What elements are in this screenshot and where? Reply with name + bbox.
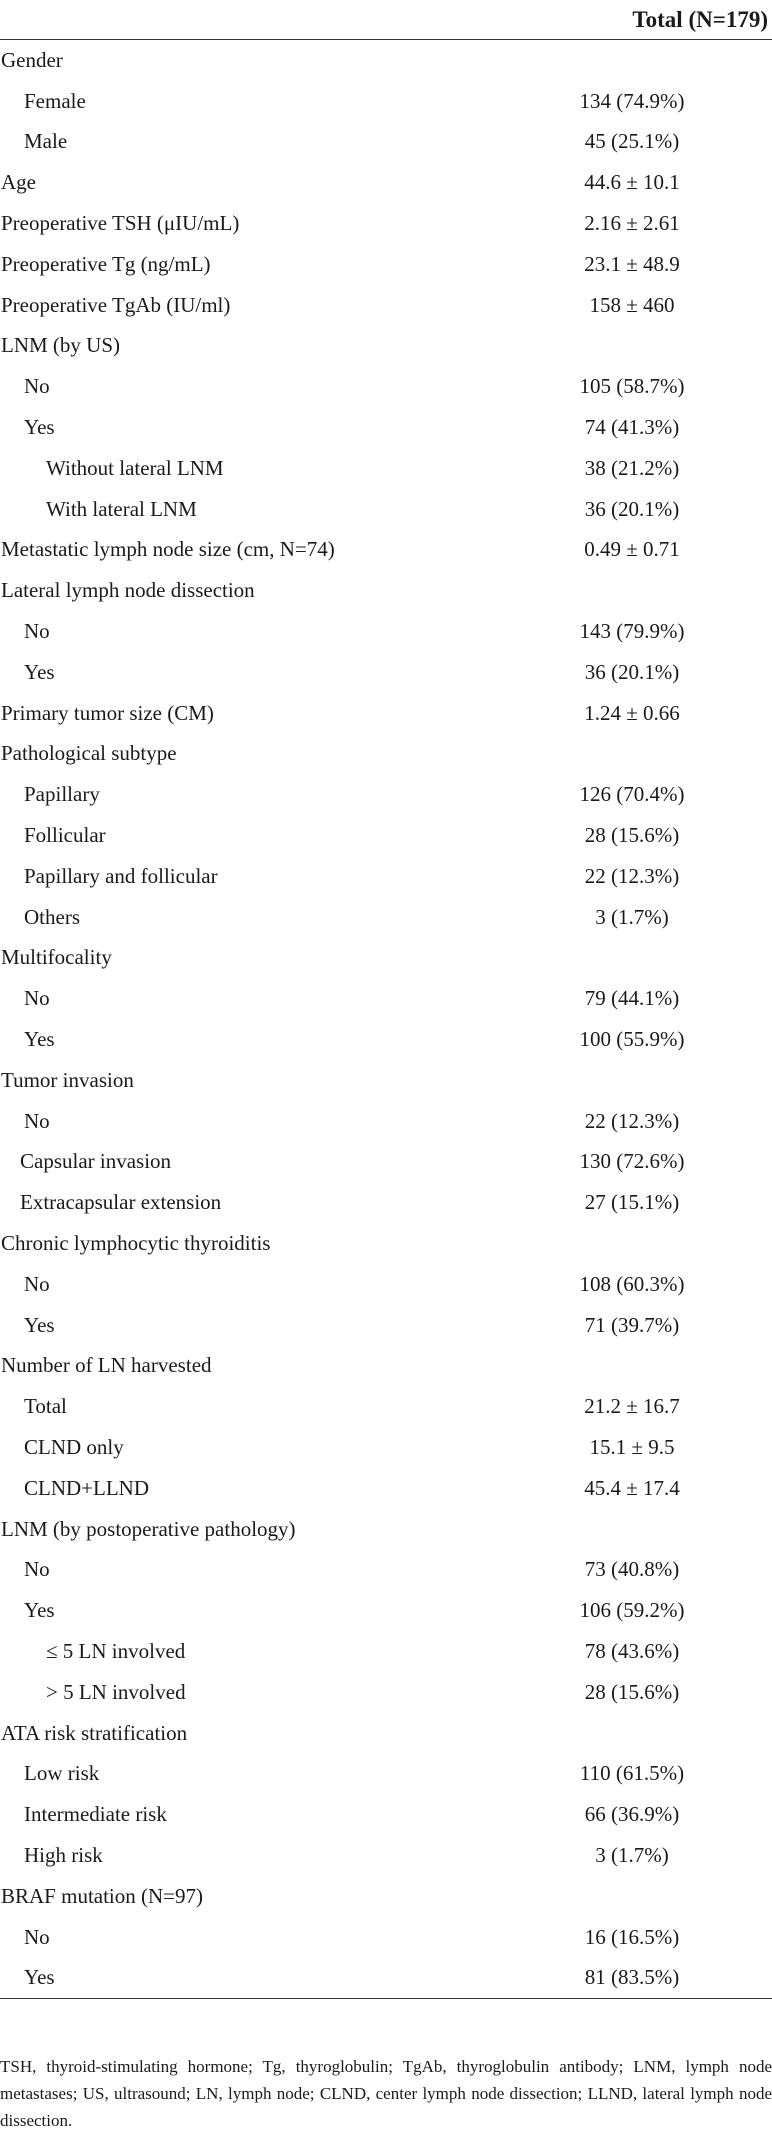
table-row	[0, 285, 772, 326]
table-row	[0, 1631, 772, 1672]
row-value: 0.49 ± 0.71	[584, 537, 680, 562]
row-value: 38 (21.2%)	[584, 455, 680, 480]
row-label: Papillary and follicular	[24, 863, 218, 888]
row-value: 36 (20.1%)	[584, 496, 680, 521]
row-value: 73 (40.8%)	[584, 1557, 680, 1582]
row-value: 3 (1.7%)	[595, 1842, 669, 1867]
row-label: Multifocality	[1, 945, 112, 970]
table-row	[0, 1427, 772, 1468]
row-value: 134 (74.9%)	[579, 88, 685, 113]
table-row	[0, 1509, 772, 1550]
row-label: Tumor invasion	[1, 1067, 134, 1092]
row-label: Metastatic lymph node size (cm, N=74)	[1, 537, 335, 562]
table-row	[0, 122, 772, 163]
row-label: Gender	[1, 47, 63, 72]
row-value: 23.1 ± 48.9	[584, 251, 680, 276]
row-value: 28 (15.6%)	[584, 823, 680, 848]
row-value: 158 ± 460	[589, 292, 675, 317]
row-value: 28 (15.6%)	[584, 1679, 680, 1704]
table-row	[0, 162, 772, 203]
row-value: 106 (59.2%)	[579, 1598, 685, 1623]
table-row	[0, 611, 772, 652]
row-label: CLND+LLND	[24, 1475, 149, 1500]
row-label: No	[24, 619, 50, 644]
row-label: Lateral lymph node dissection	[1, 578, 255, 603]
row-value: 27 (15.1%)	[584, 1190, 680, 1215]
row-label: Total	[24, 1394, 67, 1419]
row-value: 126 (70.4%)	[579, 782, 685, 807]
table-row	[0, 40, 772, 81]
table-row	[0, 244, 772, 285]
row-value: 21.2 ± 16.7	[584, 1394, 680, 1419]
table-row	[0, 1019, 772, 1060]
row-value: 105 (58.7%)	[579, 374, 685, 399]
row-label: No	[24, 1108, 50, 1133]
row-label: No	[24, 1557, 50, 1582]
table-row	[0, 978, 772, 1019]
row-label: No	[24, 986, 50, 1011]
table-row	[0, 407, 772, 448]
column-header-total: Total (N=179)	[342, 0, 772, 40]
row-label: > 5 LN involved	[46, 1679, 186, 1704]
row-value	[342, 570, 772, 611]
row-label: Papillary	[24, 782, 100, 807]
row-label: Yes	[24, 1027, 55, 1052]
row-value	[342, 326, 772, 367]
row-value	[342, 1713, 772, 1754]
row-label: CLND only	[24, 1434, 124, 1459]
table-row	[0, 366, 772, 407]
table-row	[0, 774, 772, 815]
table-row	[0, 1713, 772, 1754]
table-row	[0, 326, 772, 367]
row-label: Intermediate risk	[24, 1802, 167, 1827]
row-value: 71 (39.7%)	[584, 1312, 680, 1337]
row-label: Preoperative Tg (ng/mL)	[1, 251, 211, 276]
row-value: 22 (12.3%)	[584, 1108, 680, 1133]
row-label: Capsular invasion	[20, 1149, 172, 1174]
row-value: 3 (1.7%)	[595, 904, 669, 929]
row-label: Pathological subtype	[1, 741, 177, 766]
row-value: 1.24 ± 0.66	[584, 700, 680, 725]
row-label: Low risk	[24, 1761, 100, 1786]
table-row	[0, 1101, 772, 1142]
table-row	[0, 1060, 772, 1101]
row-value	[342, 1509, 772, 1550]
row-value	[342, 1060, 772, 1101]
table-row	[0, 81, 772, 122]
table-row	[0, 1346, 772, 1387]
table-row	[0, 938, 772, 979]
row-label: No	[24, 1271, 50, 1296]
table-row	[0, 1590, 772, 1631]
row-label: Primary tumor size (CM)	[1, 700, 214, 725]
row-label: LNM (by postoperative pathology)	[1, 1516, 296, 1541]
row-value: 2.16 ± 2.61	[584, 211, 680, 236]
table-row	[0, 1753, 772, 1794]
row-value: 108 (60.3%)	[579, 1271, 685, 1296]
row-value	[342, 1876, 772, 1917]
table-row	[0, 448, 772, 489]
row-label: Preoperative TSH (μIU/mL)	[1, 211, 240, 236]
row-label: LNM (by US)	[1, 333, 120, 358]
table-row	[0, 1672, 772, 1713]
row-label: Yes	[24, 659, 55, 684]
row-value: 79 (44.1%)	[584, 986, 680, 1011]
table-row	[0, 1182, 772, 1223]
row-value	[342, 1223, 772, 1264]
row-label: Yes	[24, 1598, 55, 1623]
column-header-label	[0, 0, 342, 40]
row-label: No	[24, 374, 50, 399]
table-row	[0, 1264, 772, 1305]
row-value: 78 (43.6%)	[584, 1638, 680, 1663]
row-label: Yes	[0, 1957, 342, 1998]
row-label: Extracapsular extension	[20, 1190, 222, 1215]
table-row	[0, 1917, 772, 1958]
row-value: 66 (36.9%)	[584, 1802, 680, 1827]
row-value: 110 (61.5%)	[579, 1761, 685, 1786]
table-row	[0, 693, 772, 734]
row-value: 74 (41.3%)	[584, 415, 680, 440]
row-label: BRAF mutation (N=97)	[1, 1883, 204, 1908]
row-label: No	[24, 1924, 50, 1949]
row-label: With lateral LNM	[46, 496, 197, 521]
table-row	[0, 530, 772, 571]
row-value	[342, 1346, 772, 1387]
row-value: 130 (72.6%)	[579, 1149, 685, 1174]
row-label: Follicular	[24, 823, 106, 848]
row-label: Age	[1, 170, 36, 195]
table-row	[0, 1549, 772, 1590]
row-label: Others	[24, 904, 80, 929]
table-row	[0, 1386, 772, 1427]
row-label: Chronic lymphocytic thyroiditis	[1, 1231, 271, 1255]
table-row	[0, 1794, 772, 1835]
row-value: 22 (12.3%)	[584, 863, 680, 888]
table-row	[0, 1835, 772, 1876]
row-value: 44.6 ± 10.1	[584, 170, 680, 195]
table-row	[0, 652, 772, 693]
table-row	[0, 1957, 772, 1998]
row-label: Number of LN harvested	[1, 1353, 212, 1378]
table-footnote: TSH, thyroid-stimulating hormone; Tg, thyroglobulin; TgAb, thyroglobulin antibody; LNM, lymph node metastases; US, ultrasound; LN, lymph node; CLND, center lymph node dissection; LLND, lateral lymph node dissection.	[0, 2057, 772, 2130]
row-value: 36 (20.1%)	[584, 659, 680, 684]
row-value	[342, 734, 772, 775]
table-row	[0, 1468, 772, 1509]
table-row	[0, 570, 772, 611]
row-value: 100 (55.9%)	[579, 1027, 685, 1052]
row-label: ATA risk stratification	[1, 1720, 188, 1745]
table-row	[0, 815, 772, 856]
row-label: Without lateral LNM	[46, 455, 224, 480]
table-row	[0, 1223, 772, 1264]
table-row	[0, 897, 772, 938]
row-value: 143 (79.9%)	[579, 619, 685, 644]
table-row	[0, 1305, 772, 1346]
table-row	[0, 856, 772, 897]
row-value: 16 (16.5%)	[584, 1924, 680, 1949]
table-row	[0, 489, 772, 530]
table-row	[0, 1876, 772, 1917]
row-label: Female	[24, 88, 86, 113]
row-label: Preoperative TgAb (IU/ml)	[1, 292, 231, 317]
table-row	[0, 203, 772, 244]
row-label: Yes	[24, 415, 55, 440]
row-label: Yes	[24, 1312, 55, 1337]
row-label: Male	[24, 129, 68, 154]
row-value: 81 (83.5%)	[342, 1957, 772, 1998]
row-value: 45 (25.1%)	[584, 129, 680, 154]
table-body	[0, 40, 772, 1999]
row-value: 45.4 ± 17.4	[584, 1475, 680, 1500]
row-value	[342, 40, 772, 81]
row-value	[342, 938, 772, 979]
row-label: ≤ 5 LN involved	[46, 1638, 186, 1663]
row-value: 15.1 ± 9.5	[589, 1434, 675, 1459]
table-header-row	[0, 0, 772, 40]
table-row	[0, 1142, 772, 1183]
table-row	[0, 734, 772, 775]
row-label: High risk	[24, 1842, 103, 1867]
